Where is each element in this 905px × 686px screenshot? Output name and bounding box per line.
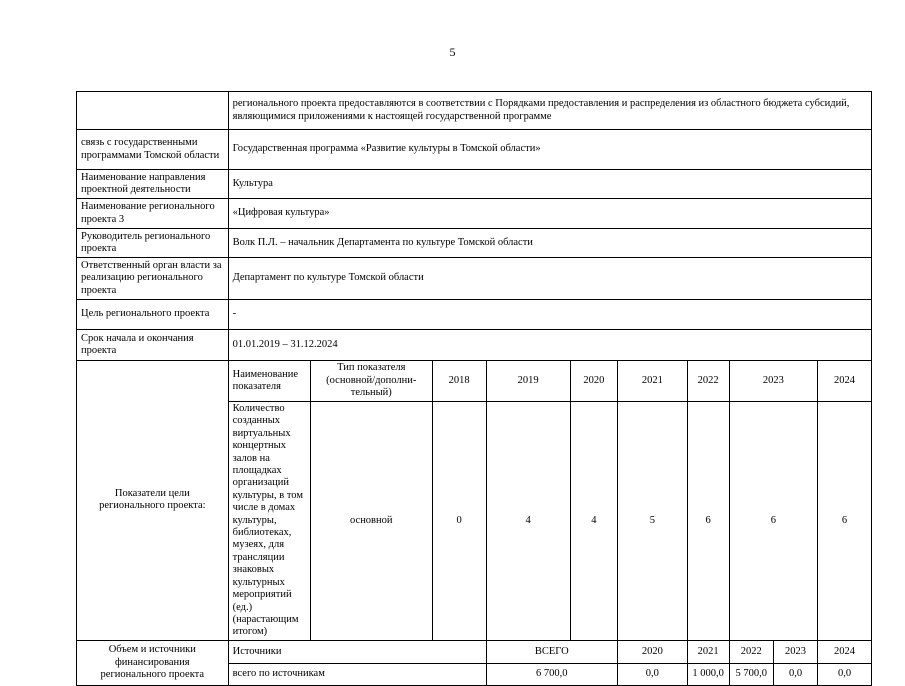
leader-label: Руководитель регионального проекта — [77, 229, 229, 258]
indicator-name-header: Наименование показателя — [228, 361, 310, 402]
program-link-value: Государственная программа «Развитие культуры в Томской области» — [228, 130, 871, 170]
indicator-year-header: 2020 — [570, 361, 617, 402]
financing-year-header: 2022 — [729, 640, 773, 663]
indicator-year-header: 2023 — [729, 361, 817, 402]
indicator-year-header: 2021 — [618, 361, 687, 402]
indicator-year-header: 2024 — [818, 361, 872, 402]
financing-total-header: ВСЕГО — [486, 640, 618, 663]
direction-row — [77, 170, 872, 199]
financing-header-row — [77, 640, 872, 663]
indicator-value: 6 — [818, 402, 872, 641]
indicators-label: Показатели цели регионального проекта: — [77, 361, 229, 641]
financing-year-header: 2021 — [687, 640, 729, 663]
indicator-type: основной — [310, 402, 432, 641]
financing-year-header: 2023 — [773, 640, 817, 663]
financing-year-header: 2020 — [618, 640, 687, 663]
goal-value: - — [228, 300, 871, 330]
leader-row — [77, 229, 872, 258]
indicator-value: 6 — [729, 402, 817, 641]
program-link-label: связь с государственными программами Томской области — [77, 130, 229, 170]
term-label: Срок начала и окончания проекта — [77, 330, 229, 361]
financing-value: 0,0 — [773, 663, 817, 685]
continuation-text: регионального проекта предоставляются в соответствии с Порядками предоставления и распределения из областного бюджета субсидий, являющимися приложениями к настоящей государственной программе — [228, 92, 871, 130]
financing-row-name: всего по источникам — [228, 663, 486, 685]
responsible-row — [77, 258, 872, 300]
financing-sources-header: Источники — [228, 640, 486, 663]
indicator-value: 4 — [486, 402, 570, 641]
project-name-value: «Цифровая культура» — [228, 199, 871, 229]
responsible-value: Департамент по культуре Томской области — [228, 258, 871, 300]
direction-label: Наименование направления проектной деятельности — [77, 170, 229, 199]
goal-row — [77, 300, 872, 330]
indicator-value: 6 — [687, 402, 729, 641]
indicator-year-header: 2019 — [486, 361, 570, 402]
leader-value: Волк П.Л. – начальник Департамента по культуре Томской области — [228, 229, 871, 258]
indicators-header-row — [77, 361, 872, 402]
project-passport-table — [76, 91, 872, 686]
indicator-value: 4 — [570, 402, 617, 641]
responsible-label: Ответственный орган власти за реализацию регионального проекта — [77, 258, 229, 300]
term-row — [77, 330, 872, 361]
goal-label: Цель регионального проекта — [77, 300, 229, 330]
indicator-year-header: 2018 — [432, 361, 486, 402]
project-name-label: Наименование регионального проекта 3 — [77, 199, 229, 229]
indicator-value: 5 — [618, 402, 687, 641]
continuation-row — [77, 92, 872, 130]
project-name-row — [77, 199, 872, 229]
financing-value: 0,0 — [618, 663, 687, 685]
financing-total-value: 6 700,0 — [486, 663, 618, 685]
financing-year-header: 2024 — [818, 640, 872, 663]
financing-label: Объем и источники финансирования регионального проекта — [77, 640, 229, 685]
indicator-type-header: Тип показателя (основной/дополни-тельный) — [310, 361, 432, 402]
financing-value: 1 000,0 — [687, 663, 729, 685]
term-value: 01.01.2019 – 31.12.2024 — [228, 330, 871, 361]
financing-value: 5 700,0 — [729, 663, 773, 685]
financing-value: 0,0 — [818, 663, 872, 685]
direction-value: Культура — [228, 170, 871, 199]
continuation-label-cell — [77, 92, 229, 130]
indicator-value: 0 — [432, 402, 486, 641]
indicator-year-header: 2022 — [687, 361, 729, 402]
program-link-row — [77, 130, 872, 170]
indicator-name: Количество созданных виртуальных концертных залов на площадках организаций культуры, в том числе в домах культуры, библиотеках, музеях, для трансляции знаковых культурных мероприятий (ед.) (нарастающим итогом) — [228, 402, 310, 641]
page-number: 5 — [449, 45, 456, 59]
